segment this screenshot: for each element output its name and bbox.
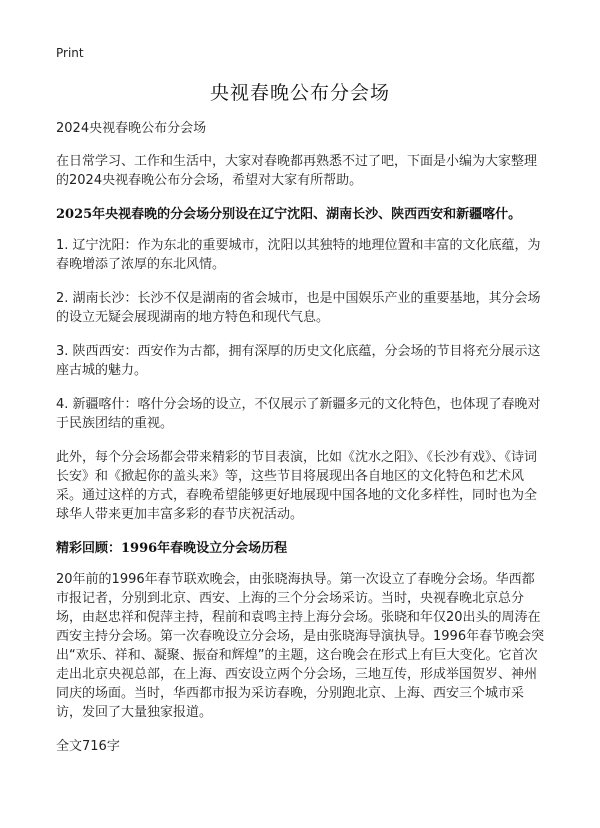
print-link[interactable]: Print (56, 46, 84, 60)
intro-paragraph: 在日常学习、工作和生活中，大家对春晚都再熟悉不过了吧，下面是小编为大家整理的2024央视春晚公布分会场，希望对大家有所帮助。 (56, 154, 538, 188)
venue-item-shenyang: 1. 辽宁沈阳：作为东北的重要城市，沈阳以其独特的地理位置和丰富的文化底蕴，为春晚增添了浓厚的东北风情。 (56, 238, 541, 272)
section-heading-venues: 2025年央视春晚的分会场分别设在辽宁沈阳、湖南长沙、陕西西安和新疆喀什。 (56, 207, 522, 222)
venue-item-kashgar: 4. 新疆喀什：喀什分会场的设立，不仅展示了新疆多元的文化特色，也体现了春晚对于民族团结的重视。 (56, 397, 541, 431)
venues-closing-paragraph: 此外，每个分会场都会带来精彩的节目表演，比如《沈水之阳》、《长沙有戏》、《诗词长安》和《掀起你的盖头来》等，这些节目将展现出各自地区的文化特色和艺术风采。通过这样的方式，春晚希望能够更好地展现中国各地的文化多样性，同时也为全球华人带来更加丰富多彩的春节庆祝活动。 (56, 450, 538, 522)
article-body (56, 119, 546, 756)
venue-item-changsha: 2. 湖南长沙：长沙不仅是湖南的省会城市，也是中国娱乐产业的重要基地，其分会场的设立无疑会展现湖南的地方特色和现代气息。 (56, 291, 541, 325)
page-title: 央视春晚公布分会场 (209, 82, 390, 104)
venue-item-xian: 3. 陕西西安：西安作为古都，拥有深厚的历史文化底蕴，分会场的节目将充分展示这座古城的魅力。 (56, 344, 541, 378)
history-paragraph: 20年前的1996年春节联欢晚会，由张晓海执导。第一次设立了春晚分会场。华西都市报记者，分别到北京、西安、上海的三个分会场采访。当时，央视春晚北京总分场，由赵忠祥和倪萍主持，程前和袁鸣主持上海分会场。张晓和年仅20出头的周涛在西安主持分会场。第一次春晚设立分会场，是由张晓海导演执导。1996年春节晚会突出“欢乐、祥和、凝聚、振奋和辉煌”的主题，这台晚会在形式上有巨大变化。它首次走出北京央视总部，在上海、西安设立两个分会场，三地互传，形成举国贺岁、神州同庆的场面。当时，华西都市报为采访春晚，分别跑北京、上海、西安三个城市采访，发回了大量独家报道。 (56, 572, 545, 720)
article-subtitle: 2024央视春晚公布分会场 (56, 121, 207, 136)
word-count: 全文716字 (56, 739, 120, 754)
section-heading-history: 精彩回顾：1996年春晚设立分会场历程 (56, 541, 288, 556)
